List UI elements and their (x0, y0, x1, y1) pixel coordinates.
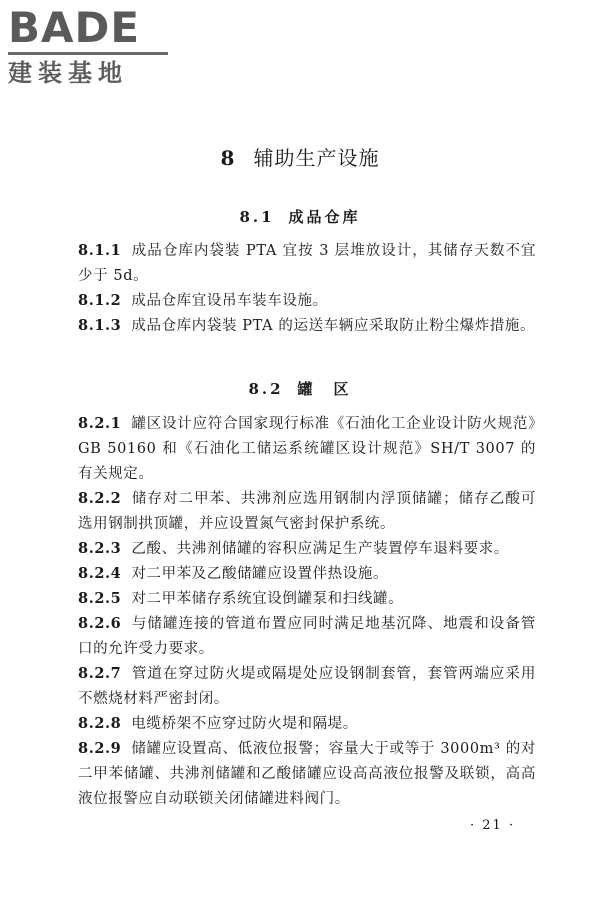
clause-text: 成品仓库内袋装 PTA 的运送车辆应采取防止粉尘爆炸措施。 (131, 318, 536, 334)
clause-number: 8.2.9 (78, 740, 122, 757)
clause-text: 与储罐连接的管道布置应同时满足地基沉降、地震和设备管口的允许受力要求。 (78, 616, 536, 657)
page-number: · 21 · (470, 818, 516, 833)
clause-text: 罐区设计应符合国家现行标准《石油化工企业设计防火规范》GB 50160 和《石油化工储运系统罐区设计规范》SH/T 3007 的有关规定。 (78, 416, 536, 482)
clause-8-2-7 (78, 661, 536, 712)
section-title-8-1 (0, 206, 600, 227)
clause-number: 8.2.6 (78, 615, 122, 632)
section-title-text: 罐 区 (297, 380, 352, 398)
clause-text: 储存对二甲苯、共沸剂应选用钢制内浮顶储罐；储存乙酸可选用钢制拱顶罐，并应设置氮气密封保护系统。 (78, 491, 536, 532)
clause-8-2-9 (78, 736, 536, 812)
clause-text: 储罐应设置高、低液位报警；容量大于或等于 3000m³ 的对二甲苯储罐、共沸剂储罐和乙酸储罐应设高高液位报警及联锁，高高液位报警应自动联锁关闭储罐进料阀门。 (78, 741, 536, 807)
logo-subtitle: 建装基地 (8, 59, 128, 87)
clause-text: 成品仓库内袋装 PTA 宜按 3 层堆放设计，其储存天数不宜少于 5d。 (78, 243, 536, 284)
clause-8-2-5 (78, 586, 536, 612)
clause-8-1-3 (78, 313, 536, 339)
clause-number: 8.1.3 (78, 317, 122, 334)
clause-8-2-4 (78, 561, 536, 587)
section-title-text: 成品仓库 (288, 208, 361, 226)
chapter-title (0, 142, 600, 171)
clause-number: 8.1.2 (78, 292, 122, 309)
chapter-number: 8 (220, 146, 236, 170)
section-number: 8.1 (239, 208, 275, 226)
clause-text: 电缆桥架不应穿过防火堤和隔堤。 (131, 716, 358, 732)
clause-8-2-6 (78, 611, 536, 662)
clause-number: 8.2.1 (78, 415, 122, 432)
clause-number: 8.2.5 (78, 590, 122, 607)
clause-number: 8.2.2 (78, 490, 122, 507)
clause-text: 管道在穿过防火堤或隔堤处应设钢制套管，套管两端应采用不燃烧材料严密封闭。 (78, 666, 536, 707)
clause-8-2-2 (78, 486, 536, 537)
section-number: 8.2 (248, 380, 284, 398)
clause-text: 对二甲苯及乙酸储罐应设置伴热设施。 (131, 566, 389, 582)
logo (8, 3, 178, 87)
logo-divider (8, 52, 168, 55)
clause-8-2-8 (78, 711, 536, 737)
clause-8-2-3 (78, 536, 536, 562)
clause-text: 乙酸、共沸剂储罐的容积应满足生产装置停车退料要求。 (131, 541, 509, 557)
clause-8-2-1 (78, 411, 536, 487)
clause-number: 8.2.7 (78, 665, 122, 682)
clause-number: 8.1.1 (78, 242, 122, 259)
clause-number: 8.2.3 (78, 540, 122, 557)
section-title-8-2 (0, 378, 600, 399)
clause-number: 8.2.8 (78, 715, 122, 732)
chapter-title-text: 辅助生产设施 (253, 146, 380, 170)
clause-8-1-2 (78, 288, 536, 314)
clause-text: 对二甲苯储存系统宜设倒罐泵和扫线罐。 (131, 591, 404, 607)
clause-8-1-1 (78, 238, 536, 289)
logo-brand: BADE (8, 3, 141, 52)
clause-text: 成品仓库宜设吊车装车设施。 (131, 293, 328, 309)
clause-number: 8.2.4 (78, 565, 122, 582)
